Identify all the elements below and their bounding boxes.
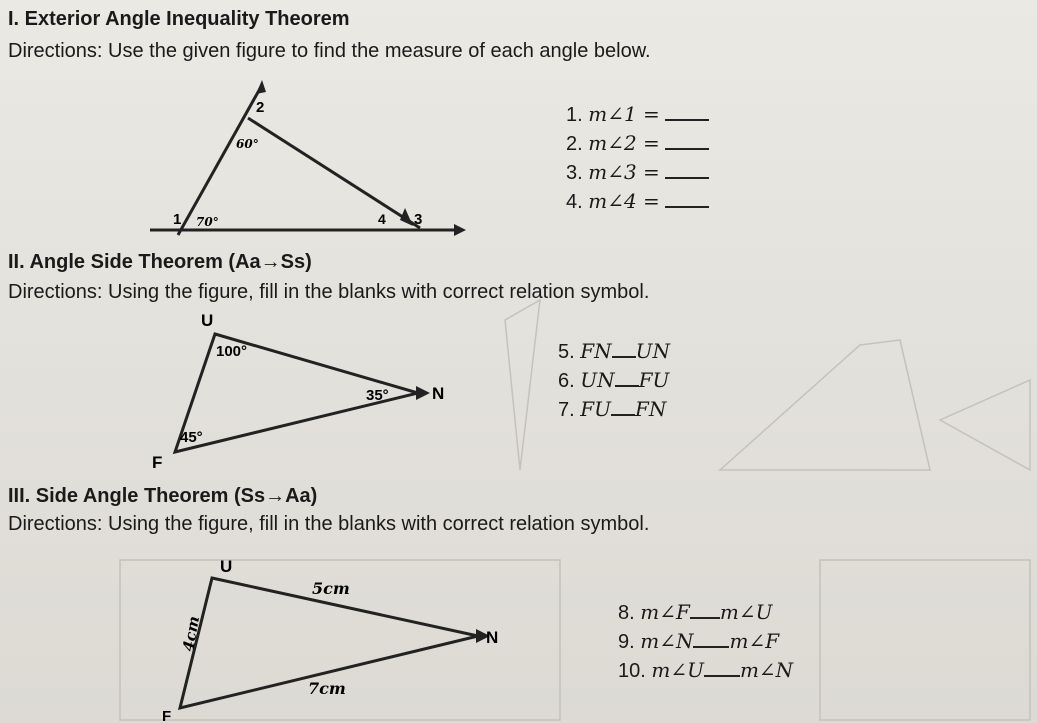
part2-vertex-f: F	[152, 453, 163, 472]
relation-left: m∠F	[640, 600, 690, 624]
part2-angle-f: 45°	[180, 429, 203, 446]
relation-right: m∠F	[729, 629, 780, 653]
question-number: 1.	[566, 104, 583, 126]
part1-label-angle1: 1	[173, 211, 182, 228]
part3-side-uf: 4cm	[179, 614, 204, 653]
part3-question-list	[618, 598, 793, 685]
relation-right: FU	[638, 368, 670, 392]
question-expression: m∠1 =	[588, 102, 660, 126]
question-number: 10.	[618, 660, 646, 682]
part3-heading: III. Side Angle Theorem (Ss→Aa)	[8, 485, 318, 507]
question-number: 3.	[566, 162, 583, 184]
question-number: 2.	[566, 133, 583, 155]
part2-vertex-n: N	[432, 384, 445, 403]
part2-angle-u: 100°	[216, 343, 248, 360]
relation-right: UN	[635, 339, 670, 363]
question-9	[618, 627, 793, 656]
relation-right: FN	[634, 397, 667, 421]
question-number: 5.	[558, 341, 575, 363]
part2-directions: Directions: Using the figure, fill in the blanks with correct relation symbol.	[8, 281, 650, 303]
question-10	[618, 656, 793, 685]
part1-label-angle2: 2	[256, 99, 265, 116]
part1-directions: Directions: Use the given figure to find the measure of each angle below.	[8, 40, 651, 62]
relation-blank-9[interactable]	[693, 628, 729, 648]
part1-label-angle3: 3	[414, 211, 423, 228]
relation-right: m∠U	[719, 600, 773, 624]
relation-left: m∠N	[640, 629, 694, 653]
question-expression: m∠2 =	[588, 131, 660, 155]
part3-vertex-n: N	[486, 628, 499, 647]
question-number: 7.	[558, 399, 575, 421]
part3-side-un: 5cm	[312, 579, 350, 598]
part1-label-angle4: 4	[378, 211, 386, 227]
part3-side-fn: 7cm	[308, 679, 346, 698]
relation-left: m∠U	[651, 658, 704, 682]
relation-right: m∠N	[739, 658, 794, 682]
question-number: 8.	[618, 602, 635, 624]
question-8	[618, 598, 793, 627]
relation-left: FN	[580, 339, 612, 363]
question-number: 4.	[566, 191, 583, 213]
part3-vertex-u: U	[220, 557, 233, 576]
relation-left: UN	[580, 368, 615, 392]
question-expression: m∠4 =	[588, 189, 660, 213]
part3-vertex-f: F	[162, 708, 172, 723]
part1-measure-60: 60°	[236, 137, 259, 151]
part2-heading: II. Angle Side Theorem (Aa→Ss)	[8, 251, 312, 273]
question-expression: m∠3 =	[588, 160, 660, 184]
part2-vertex-u: U	[201, 311, 214, 330]
part2-angle-n: 35°	[366, 387, 389, 404]
part1-heading: I. Exterior Angle Inequality Theorem	[8, 8, 350, 30]
relation-blank-8[interactable]	[690, 599, 720, 619]
part1-measure-70: 70°	[196, 215, 219, 229]
relation-blank-10[interactable]	[704, 657, 740, 677]
relation-left: FU	[580, 397, 611, 421]
question-number: 6.	[558, 370, 575, 392]
part3-directions: Directions: Using the figure, fill in the blanks with correct relation symbol.	[8, 513, 650, 535]
question-number: 9.	[618, 631, 635, 653]
